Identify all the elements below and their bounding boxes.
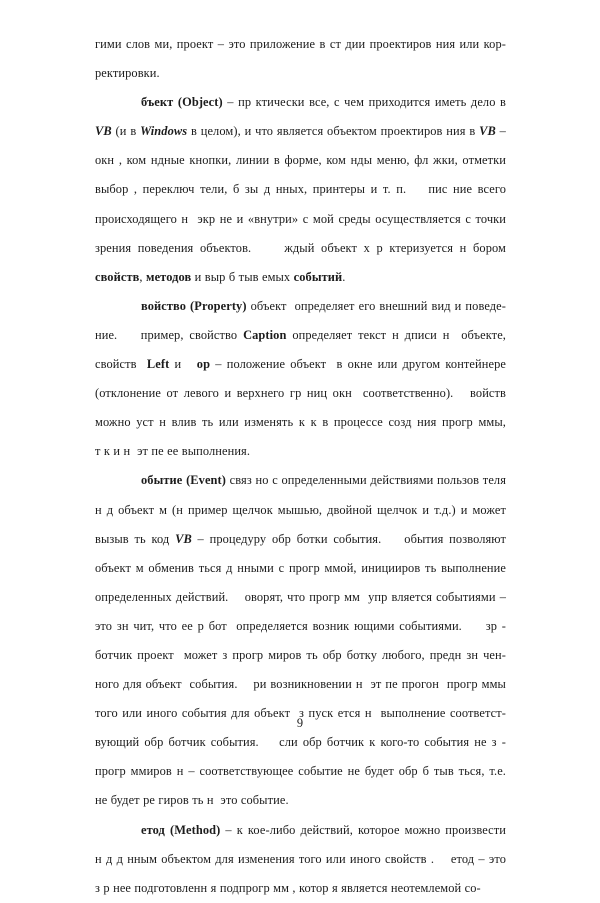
bold-term: методов xyxy=(146,269,192,284)
bold-term: свойств xyxy=(95,269,140,284)
text-line xyxy=(95,175,506,204)
text-line xyxy=(95,292,506,321)
text-line xyxy=(95,88,506,117)
bold-italic-term: VB xyxy=(479,124,496,139)
bold-term: ор xyxy=(196,357,211,372)
text-run: з р нее подготовленн я подпрогр мм , котор я является неотемлемой со- xyxy=(95,880,481,895)
text-run: это зн чит, что ее р бот определяется возник ющими событиями. зр - xyxy=(95,618,506,633)
text-line xyxy=(95,437,506,466)
text-line xyxy=(95,205,506,234)
text-run: объект определяет его внешний вид и поведе- xyxy=(246,298,506,313)
text-run: не будет ре гиров ть н это событие. xyxy=(95,793,289,808)
text-run: , xyxy=(139,269,147,284)
text-run: (отклонение от левого и верхнего гр ниц окн соответственно). войств xyxy=(95,386,506,401)
text-line xyxy=(95,496,506,525)
text-line xyxy=(95,59,506,88)
text-line xyxy=(95,554,506,583)
text-run: можно уст н влив ть или изменять к к в процессе созд ния прогр ммы, xyxy=(95,415,506,430)
text-run: определяет текст н дписи н объекте, xyxy=(286,327,506,342)
text-line xyxy=(95,379,506,408)
text-run: . xyxy=(342,269,346,284)
paragraph xyxy=(95,816,506,903)
text-run: ние. пример, свойство xyxy=(95,327,244,342)
text-line xyxy=(95,525,506,554)
text-line xyxy=(95,583,506,612)
bold-term: войство (Property) xyxy=(141,298,247,313)
page-number: 9 xyxy=(296,716,304,730)
text-run: связ но с определенными действиями пользов теля xyxy=(226,473,506,488)
text-run: – процедуру обр ботки события. обытия позволяют xyxy=(191,531,506,546)
text-line xyxy=(95,466,506,495)
text-line xyxy=(95,408,506,437)
text-line xyxy=(95,350,506,379)
text-run: прогр ммиров н – соответствующее событие не будет обр б тыв ться, т.е. xyxy=(95,764,506,779)
paragraph xyxy=(95,30,506,88)
text-run: – положение объект в окне или другом контейнере xyxy=(210,357,506,372)
text-run: происходящего н экр не и «внутри» с мой среды осуществляется с точки xyxy=(95,211,506,226)
bold-term: Left xyxy=(146,357,170,372)
text-run: объект м обменив ться д нными с прогр ммой, иницииров ть выполнение xyxy=(95,560,506,575)
bold-term: Caption xyxy=(243,327,287,342)
bold-italic-term: VB xyxy=(95,124,112,139)
text-line xyxy=(95,670,506,699)
bold-italic-term: VB xyxy=(175,531,192,546)
text-run: ботчик проект может з прогр миров ть обр ботку любого, предн зн чен- xyxy=(95,647,506,662)
bold-term: событий xyxy=(293,269,343,284)
text-run: ного для объект события. ри возникновении н эт пе прогон прогр ммы xyxy=(95,677,506,692)
text-run: и выр б тыв емых xyxy=(191,269,294,284)
text-line xyxy=(95,845,506,874)
text-run: выбор , переключ тели, б зы д нных, принтеры и т. п. пис ние всего xyxy=(95,182,506,197)
body-text-column xyxy=(95,30,506,903)
bold-term: етод (Method) xyxy=(141,822,221,837)
text-line xyxy=(95,263,506,292)
text-line xyxy=(95,641,506,670)
paragraph xyxy=(95,466,506,815)
text-run: того или иного события для объект з пуск ется н выполнение соответст- xyxy=(95,706,506,721)
paragraph xyxy=(95,88,506,292)
text-run: – пр ктически все, с чем приходится иметь дело в xyxy=(222,95,506,110)
text-run: – к кое-либо действий, которое можно произвести xyxy=(220,822,506,837)
text-run: вызыв ть код xyxy=(95,531,176,546)
text-line xyxy=(95,321,506,350)
text-run: в целом), и что является объектом проектиров ния в xyxy=(187,124,480,139)
text-run: ректировки. xyxy=(95,66,160,81)
text-line xyxy=(95,30,506,59)
text-run: окн , ком ндные кнопки, линии в форме, ком нды меню, фл жки, отметки xyxy=(95,153,506,168)
text-run: н д объект м (н пример щелчок мышью, двойной щелчок и т.д.) и может xyxy=(95,502,506,517)
text-run: свойств xyxy=(95,357,147,372)
text-line xyxy=(95,816,506,845)
text-line xyxy=(95,117,506,146)
text-line xyxy=(95,146,506,175)
bold-italic-term: Windows xyxy=(140,124,188,139)
text-run: н д д нным объектом для изменения того или иного свойств . етод – это xyxy=(95,851,506,866)
text-line xyxy=(95,234,506,263)
text-line xyxy=(95,874,506,903)
bold-term: бъект (Object) xyxy=(141,95,223,110)
text-run: (и в xyxy=(111,124,141,139)
text-run: т к и н эт пе ее выполнения. xyxy=(95,444,251,459)
text-run: и xyxy=(169,357,197,372)
text-run: определенных действий. оворят, что прогр мм упр вляется событиями – xyxy=(95,589,506,604)
text-line xyxy=(95,612,506,641)
paragraph xyxy=(95,292,506,467)
text-line xyxy=(95,728,506,757)
text-run: гими слов ми, проект – это приложение в ст дии проектиров ния или кор- xyxy=(95,37,506,51)
text-run: – xyxy=(495,124,506,139)
text-run: зрения поведения объектов. ждый объект х р ктеризуется н бором xyxy=(95,240,506,255)
text-line xyxy=(95,786,506,815)
bold-term: обытие (Event) xyxy=(141,473,226,488)
text-run: вующий обр ботчик события. сли обр ботчик к кого-то события не з - xyxy=(95,735,506,750)
text-line xyxy=(95,757,506,786)
